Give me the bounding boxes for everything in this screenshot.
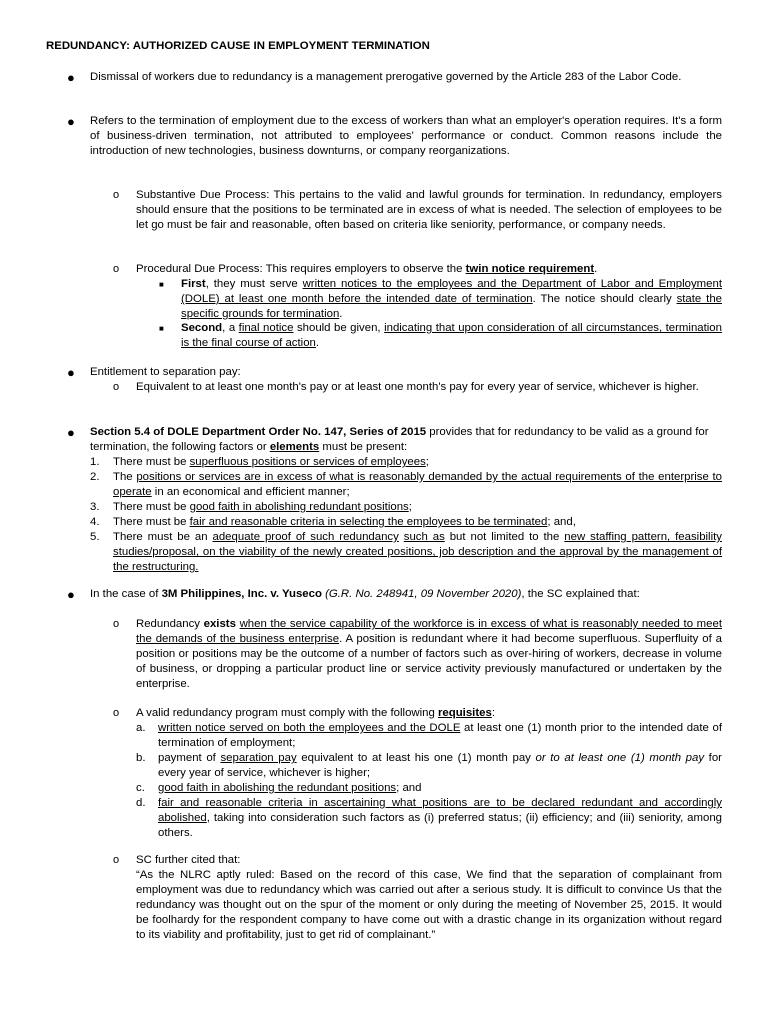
underlined-text: good faith in abolishing redundant positions bbox=[189, 501, 409, 513]
text: Redundancy bbox=[136, 618, 204, 630]
bullet-marker: ● bbox=[67, 425, 75, 440]
requisites-list bbox=[136, 721, 722, 841]
dole-order-reference: Section 5.4 of DOLE Department Order No. 147, Series of 2015 bbox=[90, 426, 427, 438]
list-letter: a. bbox=[136, 722, 146, 734]
text: , taking into consideration such factors as (i) preferred status; (ii) efficiency; and (iii) seniority, among others. bbox=[158, 812, 722, 839]
underlined-text: indicating that upon consideration of all circumstances, termination is the final course of action bbox=[181, 322, 722, 349]
text: A valid redundancy program must comply with the following bbox=[136, 707, 438, 719]
label-second: Second bbox=[181, 322, 223, 334]
list-number: 4. bbox=[90, 516, 100, 528]
paragraph-sc-cited: SC further cited that: bbox=[136, 854, 241, 866]
elements-keyword: elements bbox=[269, 441, 320, 453]
elements-list bbox=[90, 455, 722, 575]
paragraph-valid-program bbox=[136, 706, 722, 721]
underlined-text: final notice bbox=[238, 322, 294, 334]
list-number: 5. bbox=[90, 531, 100, 543]
paragraph-dole-order bbox=[90, 425, 722, 455]
text: . bbox=[315, 337, 320, 349]
paragraph-separation-pay-detail: Equivalent to at least one month's pay or at least one month's pay for every year of service, whichever is higher. bbox=[136, 381, 699, 393]
text: equivalent to at least his one (1) month pay bbox=[296, 752, 536, 764]
list-item bbox=[136, 796, 722, 841]
list-item bbox=[136, 751, 722, 781]
underlined-text: state the specific grounds for termination bbox=[181, 293, 722, 320]
underlined-text: superfluous positions or services of employees bbox=[189, 456, 426, 468]
sub-bullet-marker: o bbox=[113, 707, 120, 719]
paragraph-first-notice bbox=[181, 277, 722, 322]
text: There must be bbox=[113, 456, 190, 468]
list-number: 3. bbox=[90, 501, 100, 513]
text: Procedural Due Process: This requires employers to observe the bbox=[136, 263, 466, 275]
list-item bbox=[90, 500, 722, 515]
bullet-marker: ● bbox=[67, 114, 75, 129]
text: In the case of bbox=[90, 588, 162, 600]
list-letter: c. bbox=[136, 782, 145, 794]
text: . A position is redundant where it had become superfluous. Superfluity of a position or positions may be the outcome of a number of factors such as over-hiring of workers, decrease in volume of business, or dropping a particular product line or service activity previously manufactured or undertaken by the enterprise. bbox=[136, 633, 722, 690]
underlined-text: separation pay bbox=[220, 752, 297, 764]
underlined-text: new staffing pattern, feasibility studies/proposal, on the viability of the newly created positions, job description and the approval by the management of the restructuring. bbox=[113, 531, 722, 573]
paragraph-separation-pay: Entitlement to separation pay: bbox=[90, 366, 241, 378]
italic-text: or to at least one (1) month pay bbox=[535, 752, 705, 764]
requisites-keyword: requisites bbox=[438, 707, 492, 719]
text: There must be bbox=[113, 501, 190, 513]
text: , a bbox=[222, 322, 239, 334]
text: ; and, bbox=[547, 516, 576, 528]
bullet-marker: ● bbox=[67, 365, 75, 380]
text: for every year of service, whichever is higher; bbox=[158, 752, 722, 779]
paragraph-3m-case bbox=[90, 587, 722, 602]
paragraph-second-notice bbox=[181, 321, 722, 351]
paragraph-definition: Refers to the termination of employment due to the excess of workers than what an employer's operation requires. It's a form of business-driven termination, not attributed to employees' performance or conduct. Common reasons include the introduction of new technologies, business downturns, or company reorganizations. bbox=[90, 115, 722, 157]
list-item bbox=[136, 721, 722, 751]
case-citation: (G.R. No. 248941, 09 November 2020) bbox=[321, 588, 522, 600]
twin-notice-requirement: twin notice requirement bbox=[465, 263, 595, 275]
text: ; bbox=[425, 456, 429, 468]
underlined-text: written notices to the employees and the Department of Labor and Employment (DOLE) at least one month before the intended date of termination bbox=[181, 278, 722, 305]
underlined-text: written notice served on both the employees and the DOLE bbox=[158, 722, 461, 734]
text: provides that for redundancy to be valid as a ground for termination, the following factors or bbox=[90, 426, 709, 453]
text: . bbox=[594, 263, 598, 275]
list-item bbox=[90, 455, 722, 470]
underlined-text: fair and reasonable criteria in ascertaining what positions are to be declared redundant and accordingly abolished bbox=[158, 797, 722, 824]
list-item bbox=[90, 515, 722, 530]
paragraph-procedural-due-process bbox=[136, 262, 722, 277]
sub-bullet-marker: o bbox=[113, 263, 120, 275]
label-first: First bbox=[181, 278, 206, 290]
text: . The notice should clearly bbox=[532, 293, 677, 305]
sub-bullet-marker: o bbox=[113, 618, 120, 630]
sub-bullet-marker: o bbox=[113, 854, 120, 866]
text: ; and bbox=[396, 782, 422, 794]
text: There must be bbox=[113, 516, 190, 528]
paragraph-substantive-due-process: Substantive Due Process: This pertains to the valid and lawful grounds for termination. In redundancy, employers should ensure that the positions to be terminated are in excess of what is needed. The selection of employees to be let go must be fair and reasonable, often based on criteria like seniority, performance, or company needs. bbox=[136, 189, 722, 231]
list-letter: d. bbox=[136, 797, 146, 809]
text: must be present: bbox=[319, 441, 408, 453]
paragraph-article-283: Dismissal of workers due to redundancy is a management prerogative governed by the Article 283 of the Labor Code. bbox=[90, 71, 682, 83]
text: , they must serve bbox=[205, 278, 303, 290]
underlined-text: adequate proof of such redundancy bbox=[212, 531, 399, 543]
bold-text: exists bbox=[203, 618, 236, 630]
text: should be given, bbox=[293, 322, 385, 334]
quote-nlrc: “As the NLRC aptly ruled: Based on the record of this case, We find that the separation of complainant from employment was due to redundancy which was carried out after a serious study. It is difficult to convince Us that the redundancy was thought out on the spur of the moment or only during the meeting of November 25, 2015. It would be foolhardy for the respondent company to have come out with a drastic change in its organization without regard to its viability and profitability, just to get rid of complainant.” bbox=[136, 869, 722, 941]
square-marker: ■ bbox=[159, 280, 164, 289]
text: but not limited to the bbox=[444, 531, 565, 543]
underlined-text: good faith in abolishing the redundant positions bbox=[158, 782, 397, 794]
underlined-text: when the service capability of the workforce is in excess of what is reasonably needed to meet the demands of the business enterprise bbox=[136, 618, 722, 645]
text: in an economical and efficient manner; bbox=[151, 486, 350, 498]
text: There must be an bbox=[113, 531, 213, 543]
text: : bbox=[491, 707, 495, 719]
list-number: 1. bbox=[90, 456, 100, 468]
text: The bbox=[113, 471, 137, 483]
list-item bbox=[136, 781, 722, 796]
list-item bbox=[90, 530, 722, 575]
list-letter: b. bbox=[136, 752, 146, 764]
bullet-marker: ● bbox=[67, 587, 75, 602]
underlined-text: positions or services are in excess of what is reasonably demanded by the actual requirements of the enterprise to operate bbox=[113, 471, 722, 498]
text: , the SC explained that: bbox=[521, 588, 640, 600]
bullet-marker: ● bbox=[67, 70, 75, 85]
list-number: 2. bbox=[90, 471, 100, 483]
list-item bbox=[90, 470, 722, 500]
underlined-text: such as bbox=[403, 531, 445, 543]
square-marker: ■ bbox=[159, 324, 164, 333]
text: at least one (1) month prior to the intended date of termination of employment; bbox=[158, 722, 722, 749]
underlined-text: fair and reasonable criteria in selecting the employees to be terminated bbox=[189, 516, 548, 528]
sub-bullet-marker: o bbox=[113, 381, 120, 393]
case-name: 3M Philippines, Inc. v. Yuseco bbox=[161, 588, 322, 600]
text: ; bbox=[408, 501, 412, 513]
text: payment of bbox=[158, 752, 221, 764]
text: . bbox=[339, 308, 343, 320]
paragraph-redundancy-exists bbox=[136, 617, 722, 692]
page-title: REDUNDANCY: AUTHORIZED CAUSE IN EMPLOYMENT TERMINATION bbox=[46, 40, 430, 52]
sub-bullet-marker: o bbox=[113, 189, 120, 201]
